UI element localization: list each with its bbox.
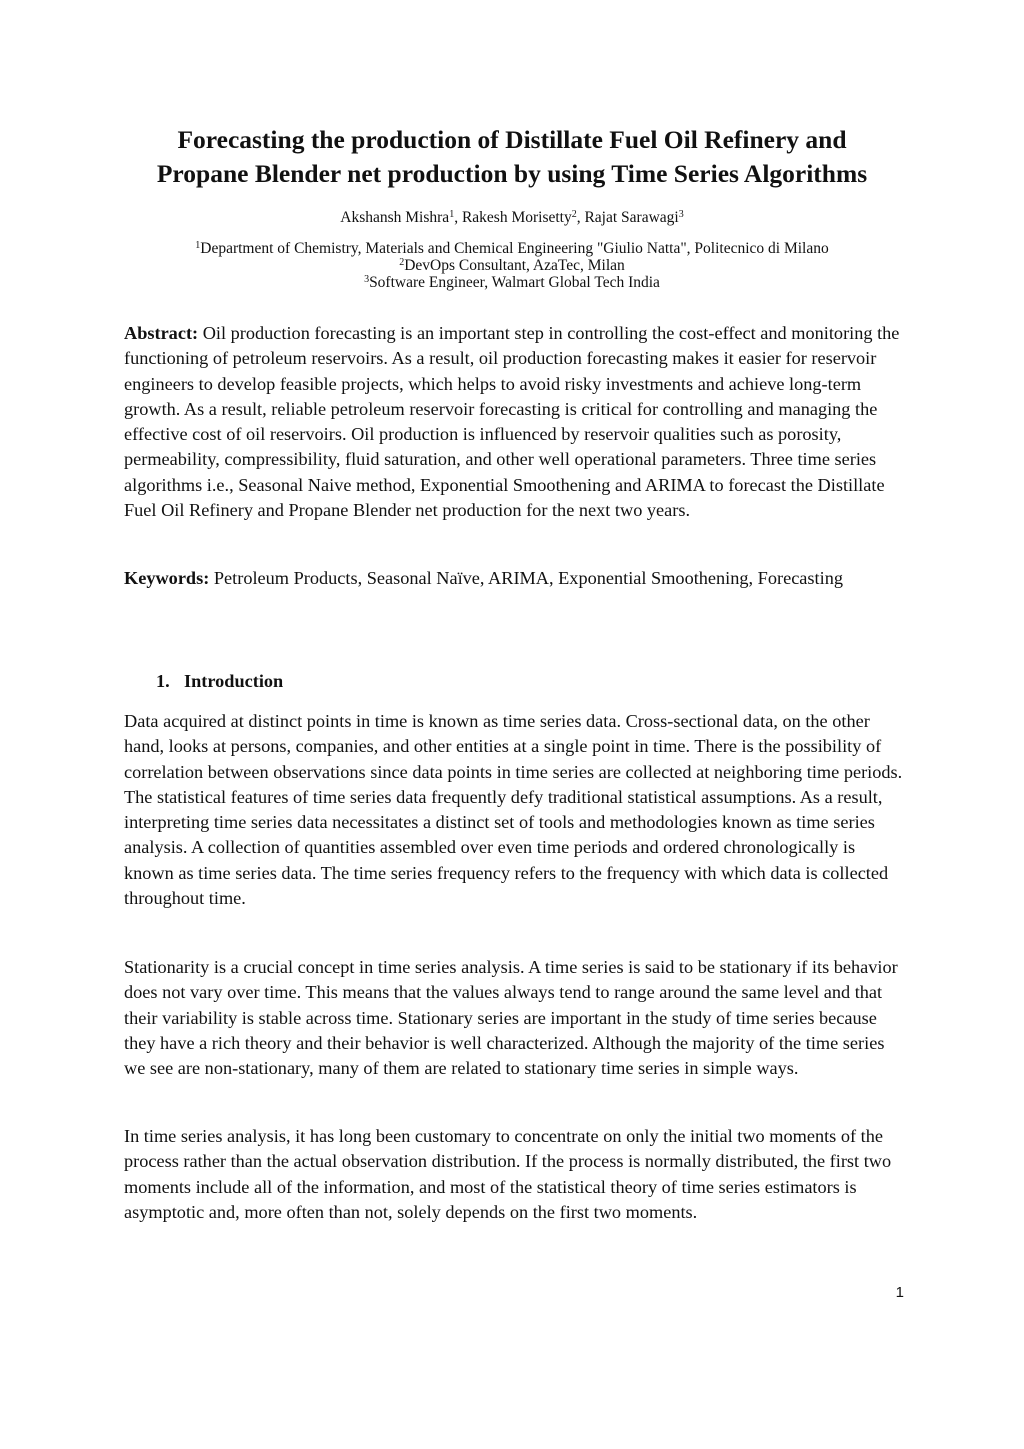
affiliation-text: Software Engineer, Walmart Global Tech India: [369, 274, 660, 291]
paragraph-text: Data acquired at distinct points in time is known as time series data. Cross-sectional data, on the other hand, looks at persons, companies, and other entities at a single point in time. There is the possibility of correlation between observations since data points in time series are collected at neighboring time periods. The statistical features of time series data frequently defy traditional statistical assumptions. As a result, interpreting time series data necessitates a distinct set of tools and methodologies known as time series analysis. A collection of quantities assembled over even time periods and ordered chronologically is known as time series data. The time series frequency refers to the frequency with which data is collected throughout time.: [124, 711, 903, 909]
abstract: [124, 321, 904, 523]
affiliation: [100, 274, 924, 291]
section-title: Introduction: [184, 671, 284, 691]
intro-paragraph-1: [124, 709, 904, 911]
affiliation-mark: 1: [195, 240, 201, 251]
author-affiliation-mark: 1: [449, 209, 455, 220]
affiliation-mark: 2: [399, 257, 405, 268]
abstract-label: Abstract:: [124, 323, 199, 343]
affiliation-list: [100, 240, 924, 291]
author-name: Akshansh Mishra: [340, 209, 450, 226]
author-name: Rakesh Morisetty: [461, 209, 572, 226]
page-number: 1: [895, 1284, 904, 1301]
abstract-paragraph: [124, 321, 904, 523]
keywords: [124, 566, 904, 591]
author-separator: ,: [576, 209, 585, 226]
author-name: Rajat Sarawagi: [584, 209, 679, 226]
section-number: 1.: [156, 671, 170, 691]
title-line-1: Forecasting the production of Distillate Fuel Oil Refinery and: [177, 125, 847, 154]
author-separator: ,: [454, 209, 462, 226]
title-line-2: Propane Blender net production by using Time Series Algorithms: [156, 159, 868, 188]
keywords-text: Petroleum Products, Seasonal Naïve, ARIMA, Exponential Smoothening, Forecasting: [209, 568, 843, 588]
author-affiliation-mark: 2: [571, 209, 577, 220]
section-heading-introduction: [156, 669, 283, 694]
affiliation-mark: 3: [364, 274, 370, 285]
affiliation-text: DevOps Consultant, AzaTec, Milan: [404, 257, 625, 274]
author-list: [100, 208, 924, 228]
paragraph-text: Stationarity is a crucial concept in time series analysis. A time series is said to be stationary if its behavior does not vary over time. This means that the values always tend to range around the same level and that their variability is stable across time. Stationary series are important in the study of time series because they have a rich theory and their behavior is well characterized. Although the majority of the time series we see are non-stationary, many of them are related to stationary time series in simple ways.: [124, 957, 898, 1079]
affiliation: [100, 257, 924, 274]
paper-title: [100, 123, 924, 191]
keywords-paragraph: [124, 566, 904, 591]
affiliation-text: Department of Chemistry, Materials and Chemical Engineering "Giulio Natta", Politecnico di Milano: [200, 240, 829, 257]
keywords-label: Keywords:: [124, 568, 210, 588]
intro-paragraph-2: [124, 955, 904, 1081]
intro-paragraph-3: [124, 1124, 904, 1225]
author-affiliation-mark: 3: [678, 209, 684, 220]
paragraph-text: In time series analysis, it has long been customary to concentrate on only the initial two moments of the process rather than the actual observation distribution. If the process is normally distributed, the first two moments include all of the information, and most of the statistical theory of time series estimators is asymptotic and, more often than not, solely depends on the first two moments.: [124, 1126, 892, 1222]
abstract-text: Oil production forecasting is an important step in controlling the cost-effect and monitoring the functioning of petroleum reservoirs. As a result, oil production forecasting makes it easier for reservoir engineers to develop feasible projects, which helps to avoid risky investments and achieve long-term growth. As a result, reliable petroleum reservoir forecasting is critical for controlling and managing the effective cost of oil reservoirs. Oil production is influenced by reservoir qualities such as porosity, permeability, compressibility, fluid saturation, and other well operational parameters. Three time series algorithms i.e., Seasonal Naive method, Exponential Smoothening and ARIMA to forecast the Distillate Fuel Oil Refinery and Propane Blender net production for the next two years.: [124, 323, 900, 521]
affiliation: [100, 240, 924, 257]
